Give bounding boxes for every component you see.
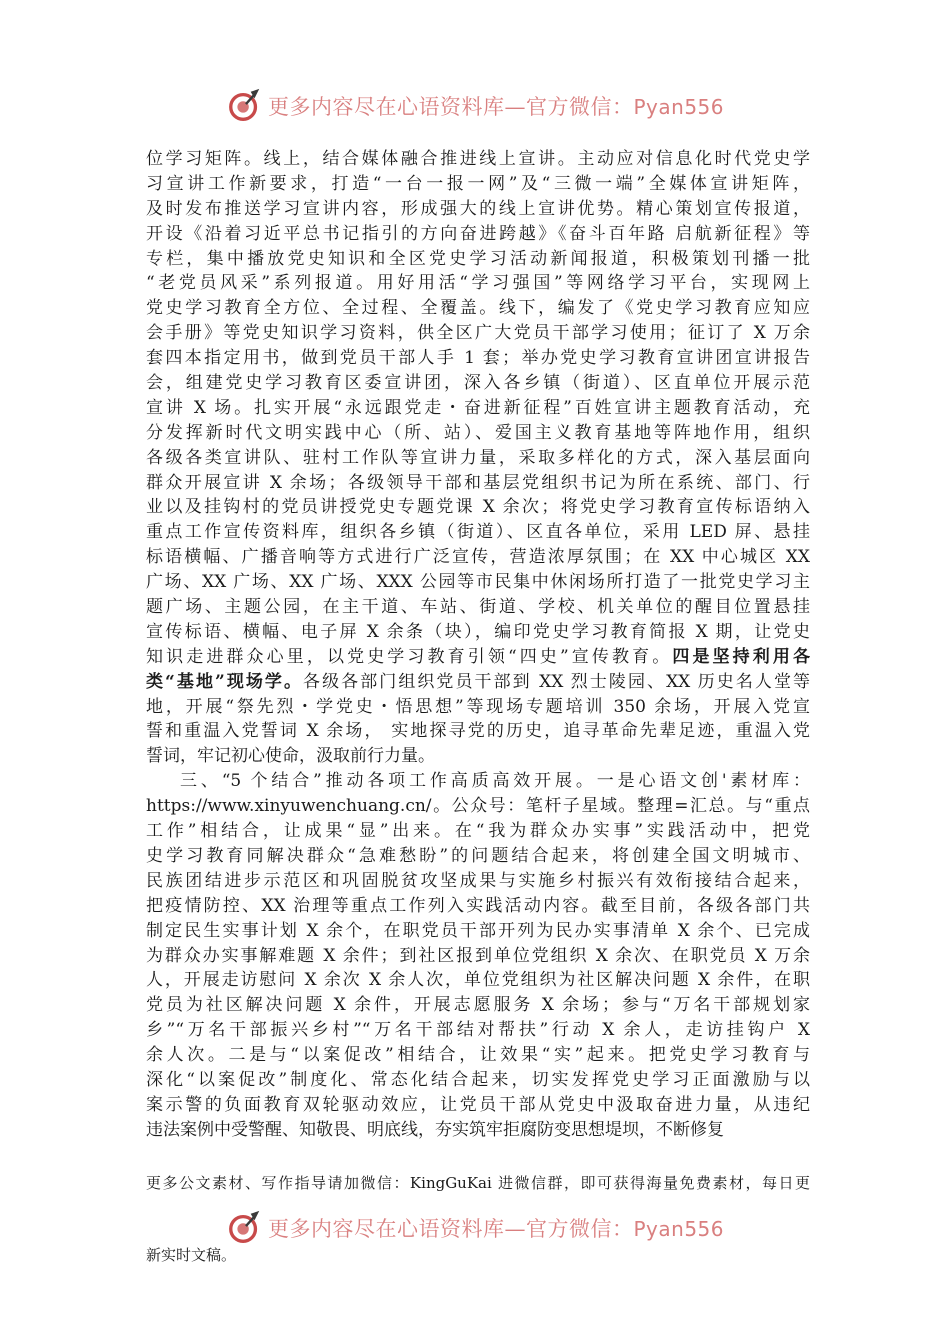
- line-text: 地，开展“祭先烈・学党史・悟思想”等现场专题培训 350 余场，开展入党宣: [146, 696, 810, 717]
- line-text: 工作”相结合，让成果“显”出来。在“我为群众办实事”实践活动中，把党: [146, 821, 810, 842]
- line-text: 史学习教育同解决群众“急难愁盼”的问题结合起来，将创建全国文明城市、: [146, 845, 810, 866]
- footer-note-line-2: 新实时文稿。: [146, 1246, 237, 1264]
- line-text: 余人次。二是与“以案促改”相结合，让效果“实”起来。把党史学习教育与: [146, 1045, 810, 1066]
- document-body: [146, 147, 810, 1143]
- line-text: “老党员风采”系列报道。用好用活“学习强国”等网络学习平台，实现网上: [146, 273, 810, 294]
- text-line: [146, 371, 810, 396]
- text-line: [146, 271, 810, 296]
- watermark-text: 更多内容尽在心语资料库—官方微信：Pyan556: [267, 1217, 724, 1241]
- line-text: 乡”“万名干部振兴乡村”“万名干部结对帮扶”行动 X 余人，走访挂钩户 X: [146, 1020, 810, 1041]
- text-line: [146, 1118, 810, 1143]
- text-line: [146, 1018, 810, 1043]
- line-text: 制定民生实事计划 X 余个，在职党员干部开列为民办实事清单 X 余个、已完成: [146, 920, 810, 941]
- text-line: [146, 570, 810, 595]
- text-line: [146, 645, 810, 670]
- line-text: 党史学习教育全方位、全过程、全覆盖。线下，编发了《党史学习教育应知应: [146, 298, 810, 319]
- text-line: [146, 520, 810, 545]
- line-text: 重点工作宣传资料库，组织各乡镇（街道）、区直各单位，采用 LED 屏、悬挂: [146, 522, 810, 543]
- text-line: [146, 222, 810, 247]
- text-line: [146, 944, 810, 969]
- text-line: [146, 719, 810, 744]
- line-text: 分发挥新时代文明实践中心（所、站）、爱国主义教育基地等阵地作用，组织: [146, 422, 810, 443]
- text-line: [146, 296, 810, 321]
- line-text: 群众开展宣讲 X 余场；各级领导干部和基层党组织书记为所在系统、部门、行: [146, 472, 810, 493]
- brush-logo-icon: [226, 1209, 264, 1247]
- watermark-text: 更多内容尽在心语资料库—官方微信：Pyan556: [267, 95, 724, 119]
- line-text: 人，开展走访慰问 X 余次 X 余人次，单位党组织为社区解决问题 X 余件，在职: [146, 970, 810, 991]
- line-text: 各级各部门组织党员干部到 XX 烈士陵园、XX 历史名人堂等: [303, 671, 811, 692]
- text-line: [146, 1093, 810, 1118]
- text-line: [146, 993, 810, 1018]
- watermark-banner-top: [0, 84, 950, 128]
- text-line: [146, 545, 810, 570]
- text-line: [146, 1068, 810, 1093]
- text-line: [146, 446, 810, 471]
- text-line: [146, 1043, 810, 1068]
- footer-note-line-1: 更多公文素材、写作指导请加微信：KingGuKai 进微信群，即可获得海量免费素材，每日更: [146, 1174, 810, 1192]
- text-line: [146, 471, 810, 496]
- line-text: 开设《沿着习近平总书记指引的方向奋进跨越》《奋斗百年路 启航新征程》等: [146, 223, 810, 244]
- text-line: [146, 869, 810, 894]
- line-text: 题广场、主题公园，在主干道、车站、街道、学校、机关单位的醒目位置悬挂: [146, 597, 810, 618]
- line-text: 党员为社区解决问题 X 余件，开展志愿服务 X 余场；参与“万名干部规划家: [146, 995, 810, 1016]
- line-text: 广场、XX 广场、XX 广场、XXX 公园等市民集中休闲场所打造了一批党史学习主: [146, 572, 810, 593]
- line-text: 宣传标语、横幅、电子屏 X 余条（块），编印党史学习教育简报 X 期，让党史: [146, 621, 810, 642]
- text-line: [146, 197, 810, 222]
- text-line: [146, 744, 810, 769]
- text-line: [146, 794, 810, 819]
- line-text: 位学习矩阵。线上，结合媒体融合推进线上宣讲。主动应对信息化时代党史学: [146, 149, 810, 169]
- text-line: [146, 247, 810, 272]
- text-line: [146, 968, 810, 993]
- line-text: 深化“以案促改”制度化、常态化结合起来，切实发挥党史学习正面激励与以: [146, 1069, 810, 1090]
- text-line: [146, 844, 810, 869]
- line-text: 知识走进群众心里，以党史学习教育引领“四史”宣传教育。: [146, 646, 673, 667]
- line-text: 会手册》等党史知识学习资料，供全区广大党员干部学习使用；征订了 X 万余: [146, 323, 810, 344]
- line-text: https://www.xinyuwenchuang.cn/。公众号：笔杆子星域。整理=汇总。与“重点: [146, 796, 810, 817]
- text-line: [146, 396, 810, 421]
- bold-heading-text: 类“基地”现场学。: [146, 671, 304, 692]
- line-text: 民族团结进步示范区和巩固脱贫攻坚成果与实施乡村振兴有效衔接结合起来，: [146, 870, 810, 891]
- line-text: 专栏，集中播放党史知识和全区党史学习活动新闻报道，积极策划刊播一批: [146, 248, 810, 269]
- line-text: 誓词，牢记初心使命，汲取前行力量。: [146, 746, 435, 767]
- text-line: [146, 495, 810, 520]
- bold-heading-text: 四是坚持利用各: [672, 646, 810, 667]
- line-text: 案示警的负面教育双轮驱动效应，让党员干部从党史中汲取奋进力量，从违纪: [146, 1094, 810, 1115]
- line-text: 三、“5 个结合”推动各项工作高质高效开展。一是心语文创'素材库：: [180, 771, 810, 792]
- text-line: [146, 695, 810, 720]
- line-text: 业以及挂钩村的党员讲授党史专题党课 X 余次；将党史学习教育宣传标语纳入: [146, 497, 810, 518]
- text-line: [146, 595, 810, 620]
- line-text: 誓和重温入党誓词 X 余场， 实地探寻党的历史，追寻革命先辈足迹，重温入党: [146, 721, 810, 742]
- text-line: [146, 769, 810, 794]
- line-text: 各级各类宣讲队、驻村工作队等宣讲力量，采取多样化的方式，深入基层面向: [146, 447, 810, 468]
- line-text: 习宣讲工作新要求，打造“一台一报一网”及“三微一端”全媒体宣讲矩阵，: [146, 173, 810, 194]
- line-text: 及时发布推送学习宣讲内容，形成强大的线上宣讲优势。精心策划宣传报道，: [146, 198, 810, 219]
- line-text: 把疫情防控、XX 治理等重点工作列入实践活动内容。截至目前，各级各部门共: [146, 895, 810, 916]
- text-line: [146, 919, 810, 944]
- text-line: [146, 147, 810, 172]
- line-text: 为群众办实事解难题 X 余件；到社区报到单位党组织 X 余次、在职党员 X 万余: [146, 945, 810, 966]
- line-text: 标语横幅、广播音响等方式进行广泛宣传，营造浓厚氛围；在 XX 中心城区 XX: [146, 547, 810, 568]
- line-text: 套四本指定用书，做到党员干部人手 1 套；举办党史学习教育宣讲团宣讲报告: [146, 348, 810, 369]
- brush-logo-icon: [226, 87, 264, 125]
- line-text: 会，组建党史学习教育区委宣讲团，深入各乡镇（街道）、区直单位开展示范: [146, 373, 810, 394]
- line-text: 违法案例中受警醒、知敬畏、明底线，夯实筑牢拒腐防变思想堤坝，不断修复: [146, 1119, 724, 1140]
- line-text: 宣讲 X 场。扎实开展“永远跟党走・奋进新征程”百姓宣讲主题教育活动，充: [146, 397, 810, 418]
- text-line: [146, 172, 810, 197]
- text-line: [146, 421, 810, 446]
- text-line: [146, 321, 810, 346]
- text-line: [146, 819, 810, 844]
- text-line: [146, 620, 810, 645]
- text-line: [146, 894, 810, 919]
- text-line: [146, 670, 810, 695]
- text-line: [146, 346, 810, 371]
